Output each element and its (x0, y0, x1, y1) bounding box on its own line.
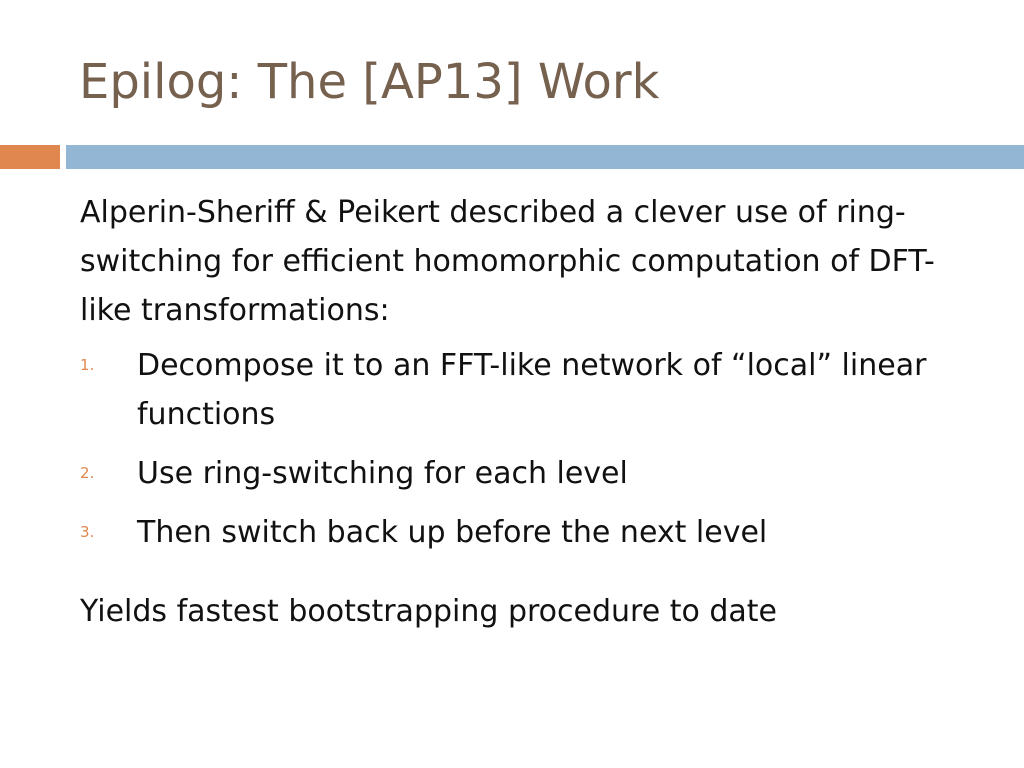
step-text: Then switch back up before the next level (137, 515, 768, 550)
list-item (80, 508, 980, 557)
step-number: 1. (80, 356, 95, 374)
list-item (80, 341, 980, 439)
slide-body (80, 188, 980, 636)
slide-title: Epilog: The [AP13] Work (79, 54, 660, 110)
conclusion-paragraph: Yields fastest bootstrapping procedure to date (80, 594, 778, 629)
step-text: Use ring-switching for each level (137, 456, 628, 491)
accent-bar (0, 145, 60, 169)
step-number: 2. (80, 464, 95, 482)
step-text: Decompose it to an FFT-like network of “local” linear functions (137, 348, 927, 432)
step-number: 3. (80, 523, 95, 541)
steps-list (80, 341, 980, 557)
intro-paragraph: Alperin-Sheriff & Peikert described a clever use of ring-switching for efficient homomorphic computation of DFT-like transformations: (80, 195, 935, 328)
title-underline-bar (66, 145, 1024, 169)
list-item (80, 449, 980, 498)
